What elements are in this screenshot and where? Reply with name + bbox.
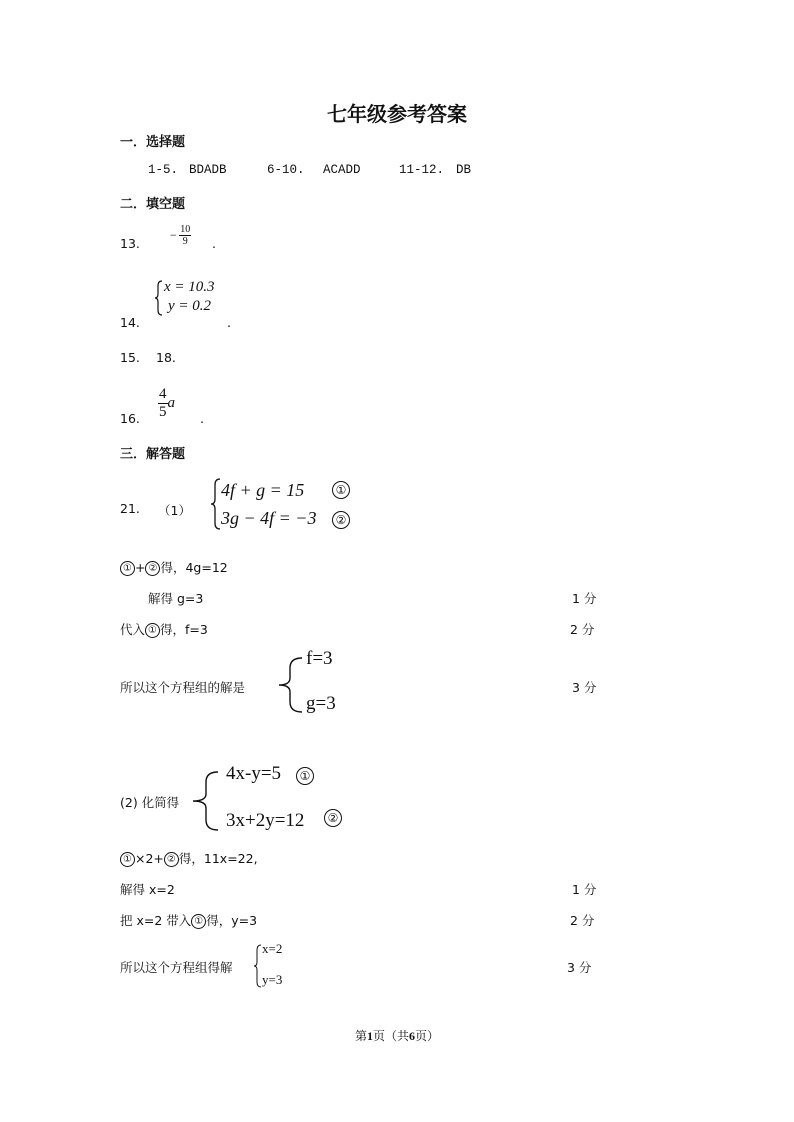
q21-part2-conclusion-score: 3 分	[567, 960, 592, 975]
q21-part1-step2-score: 1 分	[572, 591, 597, 606]
q16-end: .	[200, 411, 204, 426]
q16-numerator: 4	[159, 386, 167, 402]
q21-part1-equation-2: 3g − 4f = −3	[221, 508, 317, 528]
q16-denominator: 5	[159, 404, 167, 420]
q21-part2-tag: (2) 化简得	[120, 795, 180, 810]
q21-part2-equation-2: 3x+2y=12	[226, 810, 305, 831]
q21-part2-step2-score: 1 分	[572, 882, 597, 897]
mc-group-1-answers: BDADB	[189, 163, 227, 177]
section-heading-choice: 一．选择题	[120, 135, 186, 150]
q21-part2-brace	[190, 770, 222, 832]
footer-suffix: 页）	[415, 1029, 440, 1043]
q21-part2-marker-1: ①	[296, 767, 314, 785]
mc-group-2-range: 6-10.	[267, 163, 305, 177]
q21-part2-step1	[120, 849, 258, 867]
step-text: 得，4g=12	[160, 560, 228, 575]
footer-prefix: 第	[354, 1029, 367, 1043]
q14-brace	[154, 280, 164, 316]
q21-part1-marker-2: ②	[332, 511, 350, 529]
q21-part2-solution-y: y=3	[262, 972, 283, 987]
q14-x-equation: x = 10.3	[164, 279, 215, 295]
q21-part1-step3-score: 2 分	[570, 622, 595, 637]
q13-answer	[170, 224, 191, 247]
q21-part2-conclusion: 所以这个方程组得解	[120, 960, 233, 975]
footer-page-number: 1	[366, 1029, 373, 1043]
q21-part1-solution-brace	[276, 656, 306, 714]
q21-label: 21.	[120, 501, 140, 516]
mc-group-3-range: 11-12.	[399, 163, 445, 177]
q14-end: .	[227, 315, 231, 330]
step-prefix: 代入	[120, 622, 146, 637]
step-mid: ×2+	[135, 851, 164, 866]
q21-part2-step2: 解得 x=2	[120, 882, 175, 897]
q21-part2-step3-score: 2 分	[570, 913, 595, 928]
q13-label: 13.	[120, 236, 140, 251]
mc-group-1-range: 1-5.	[148, 163, 179, 177]
q21-part1-solution-f: f=3	[306, 648, 333, 669]
q21-part1-conclusion-score: 3 分	[572, 680, 597, 695]
q21-part2-solution-x: x=2	[262, 941, 283, 956]
page-title: 七年级参考答案	[327, 102, 467, 126]
step-prefix: 把 x=2 带入	[120, 913, 192, 928]
q15-label: 15.	[120, 350, 140, 365]
step-marker-1: ①	[191, 914, 206, 929]
footer-total-pages: 6	[409, 1029, 415, 1043]
step-marker-2: ②	[164, 852, 179, 867]
footer-middle: 页（共	[372, 1029, 409, 1043]
q13-numerator: 10	[180, 224, 191, 235]
q13-denominator: 9	[182, 236, 188, 247]
q16-answer	[158, 386, 175, 421]
mc-group-2-answers: ACADD	[323, 163, 361, 177]
step-marker-1: ①	[145, 623, 160, 638]
step-plus: +	[135, 560, 146, 575]
q15-answer: 18.	[156, 350, 176, 365]
section-heading-fill: 二．填空题	[120, 197, 186, 212]
q21-part1-tag: （1）	[158, 503, 191, 518]
q21-part1-equation-1: 4f + g = 15	[221, 480, 305, 500]
section-heading-solve: 三．解答题	[120, 447, 186, 462]
q21-part2-marker-2: ②	[324, 809, 342, 827]
q21-part1-solution-g: g=3	[306, 693, 336, 714]
step-text: 得，11x=22,	[178, 851, 258, 866]
mc-group-3-answers: DB	[456, 163, 472, 177]
q16-label: 16.	[120, 411, 140, 426]
step-marker-2: ②	[145, 561, 160, 576]
q13-end: .	[212, 236, 216, 251]
step-marker-1: ①	[120, 852, 135, 867]
step-text: 得，f=3	[160, 622, 208, 637]
q13-fraction	[179, 224, 191, 247]
q16-variable: a	[167, 395, 175, 411]
q13-sign: −	[170, 228, 177, 242]
q21-part1-step3	[120, 620, 208, 638]
step-marker-1: ①	[120, 561, 135, 576]
q14-y-equation: y = 0.2	[168, 298, 212, 314]
q16-fraction	[158, 386, 168, 421]
q21-part1-conclusion: 所以这个方程组的解是	[120, 680, 246, 695]
page-footer	[0, 1027, 794, 1044]
q21-part1-step1	[120, 558, 228, 576]
q21-part1-marker-1: ①	[332, 481, 350, 499]
q21-part2-step3	[120, 911, 257, 929]
q21-part2-equation-1: 4x-y=5	[226, 763, 282, 784]
step-text: 得，y=3	[206, 913, 258, 928]
q14-label: 14.	[120, 315, 140, 330]
q21-part1-step2: 解得 g=3	[148, 591, 204, 606]
